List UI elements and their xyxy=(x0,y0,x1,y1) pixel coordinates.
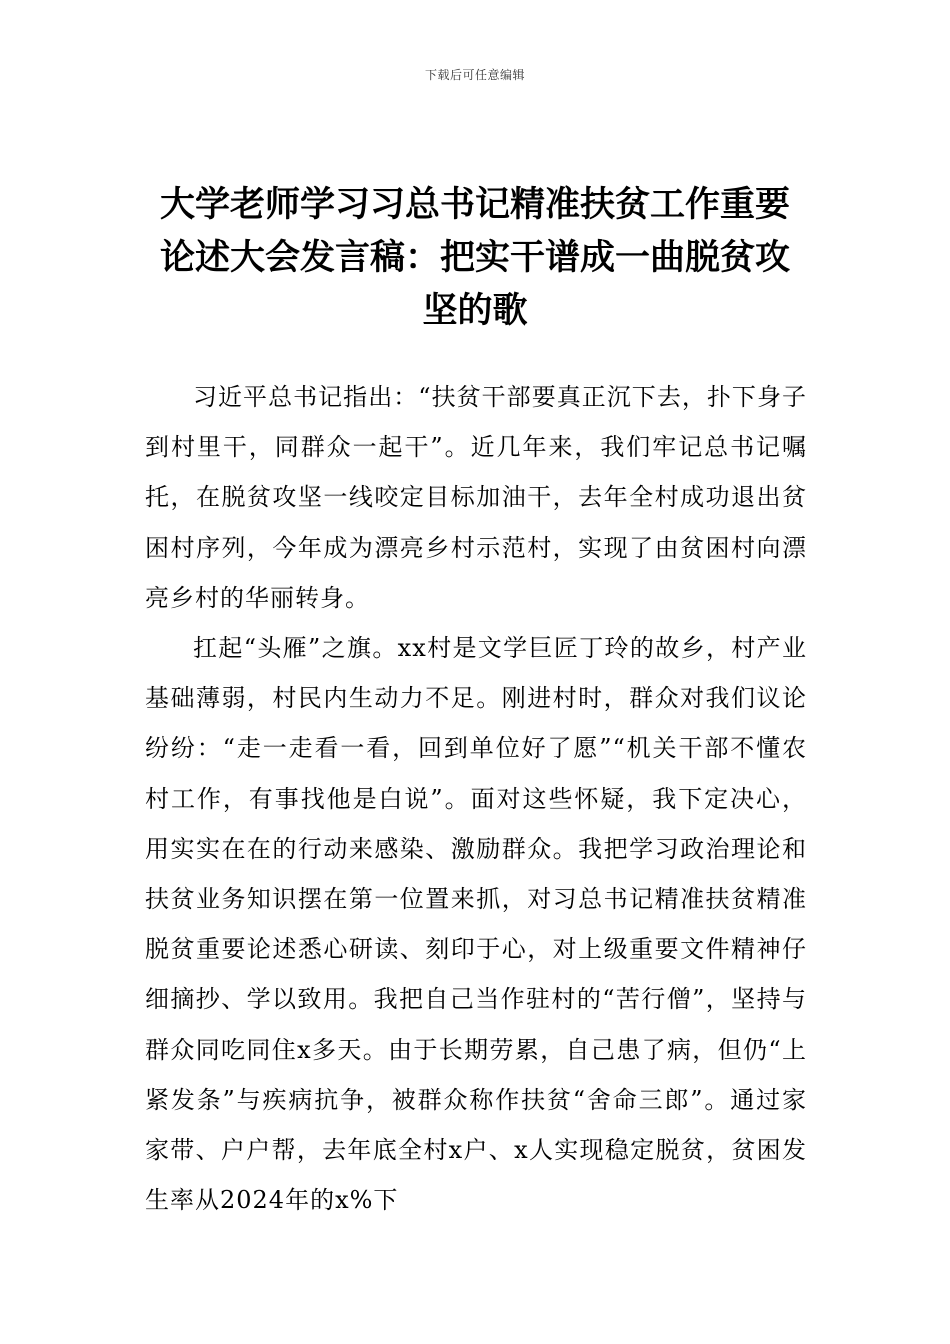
header-note: 下载后可任意编辑 xyxy=(424,68,525,82)
paragraph-lead-goose: 扛起“头雁”之旗。xx村是文学巨匠丁玲的故乡，村产业基础薄弱，村民内生动力不足。刚进村时，群众对我们议论纷纷：“走一走看一看，回到单位好了愿”“机关干部不懂农村工作，有事找他是白说”。面对这些怀疑，我下定决心，用实实在在的行动来感染、激励群众。我把学习政治理论和扶贫业务知识摆在第一位置来抓，对习总书记精准扶贫精准脱贫重要论述悉心研读、刻印于心，对上级重要文件精神仔细摘抄、学以致用。我把自己当作驻村的“苦行僧”，坚持与群众同吃同住x多天。由于长期劳累，自己患了病，但仍“上紧发条”与疾病抗争，被群众称作扶贫“舍命三郎”。通过家家带、户户帮，去年底全村x户、x人实现稳定脱贫，贫困发生率从2024年的x%下 xyxy=(145,634,807,1215)
document-title: 大学老师学习习总书记精准扶贫工作重要论述大会发言稿：把实干谱成一曲脱贫攻坚的歌 xyxy=(159,184,790,331)
document-body xyxy=(145,372,807,1225)
paragraph-intro: 习近平总书记指出：“扶贫干部要真正沉下去，扑下身子到村里干，同群众一起干”。近几年来，我们牢记总书记嘱托，在脱贫攻坚一线咬定目标加油干，去年全村成功退出贫困村序列，今年成为漂亮乡村示范村，实现了由贫困村向漂亮乡村的华丽转身。 xyxy=(145,383,807,612)
